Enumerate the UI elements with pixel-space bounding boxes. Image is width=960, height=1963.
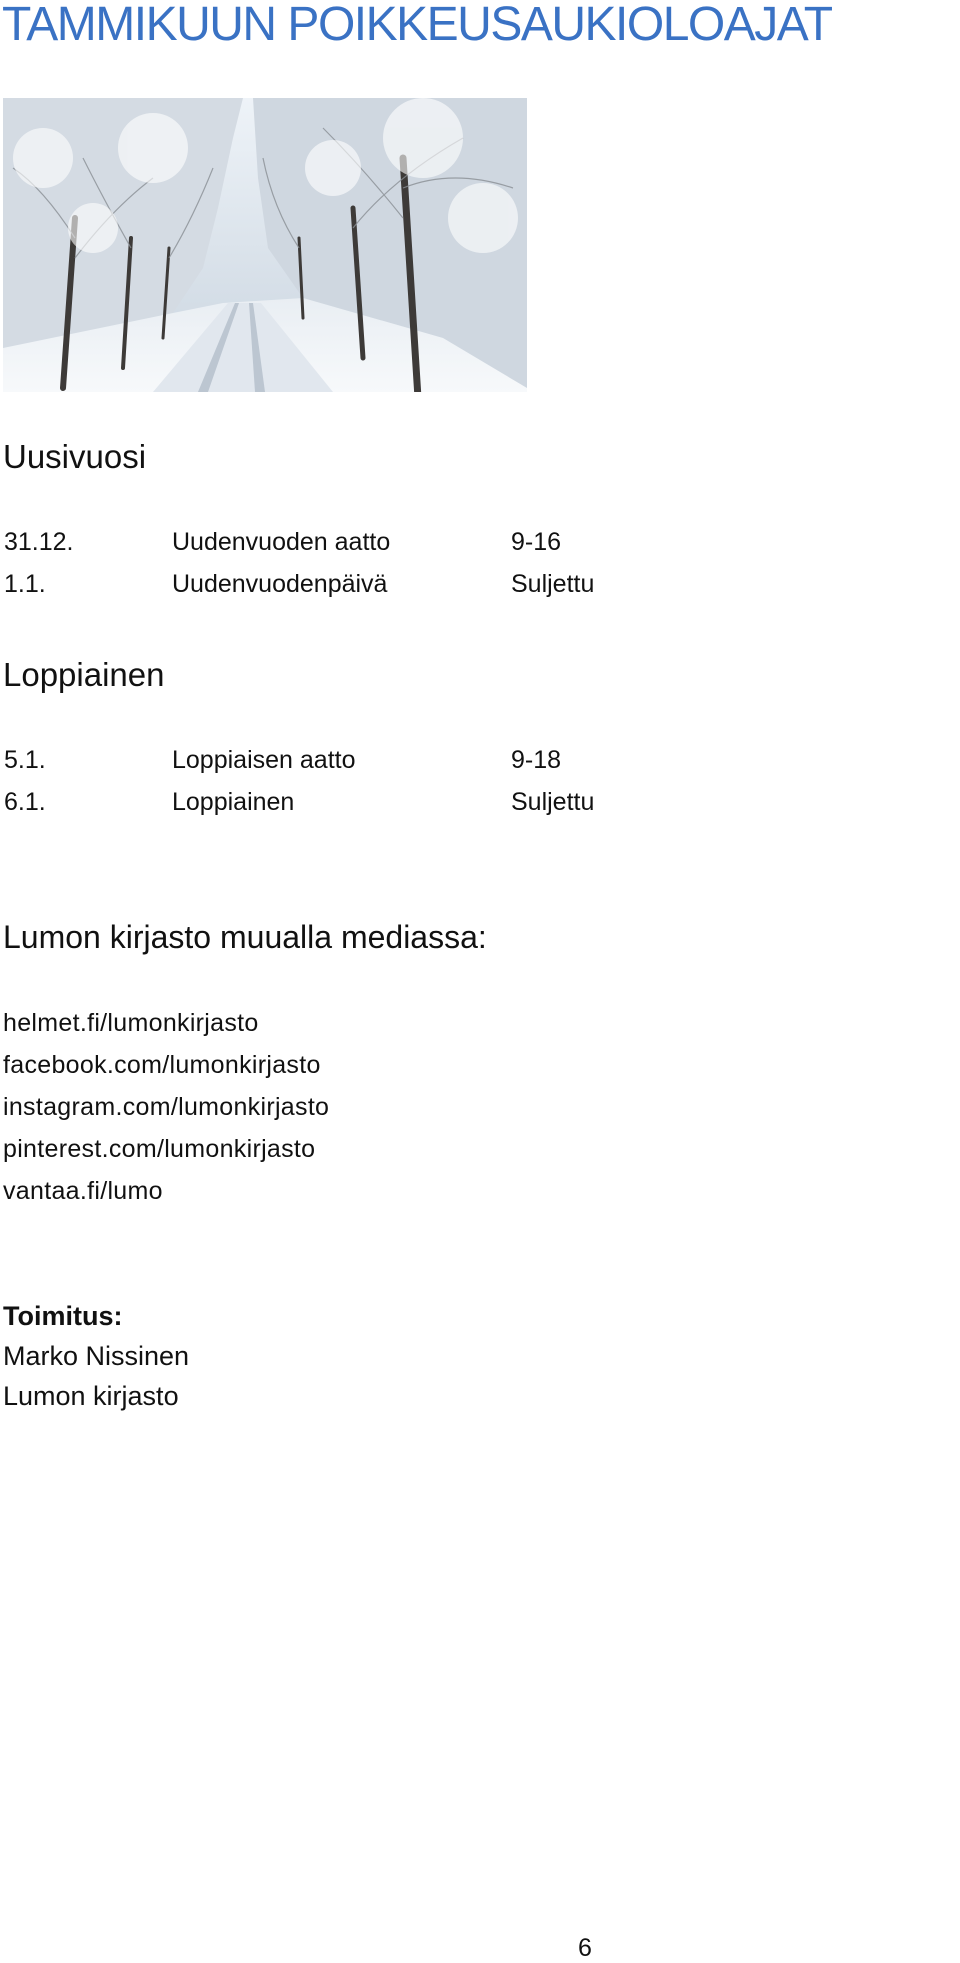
row-label: Uudenvuoden aatto xyxy=(172,528,391,556)
editor-org: Lumon kirjasto xyxy=(3,1381,179,1411)
row-hours: 9-18 xyxy=(511,746,562,774)
row-label: Loppiainen xyxy=(172,788,295,816)
page-number: 6 xyxy=(578,1934,592,1962)
winter-road-photo xyxy=(3,98,527,392)
row-hours: Suljettu xyxy=(511,570,595,598)
page-title: TAMMIKUUN POIKKEUSAUKIOLOAJAT xyxy=(2,0,832,51)
editor-label: Toimitus: xyxy=(3,1301,123,1331)
row-hours: 9-16 xyxy=(511,528,562,556)
media-link-pinterest[interactable]: pinterest.com/lumonkirjasto xyxy=(3,1135,316,1163)
row-date: 1.1. xyxy=(4,570,46,598)
row-date: 31.12. xyxy=(4,528,74,556)
row-hours: Suljettu xyxy=(511,788,595,816)
editor-name: Marko Nissinen xyxy=(3,1341,190,1371)
section-heading-uusivuosi: Uusivuosi xyxy=(3,438,147,475)
row-label: Uudenvuodenpäivä xyxy=(172,570,388,598)
media-link-facebook[interactable]: facebook.com/lumonkirjasto xyxy=(3,1051,321,1079)
section-heading-loppiainen: Loppiainen xyxy=(3,656,165,693)
media-link-helmet[interactable]: helmet.fi/lumonkirjasto xyxy=(3,1009,259,1037)
media-link-instagram[interactable]: instagram.com/lumonkirjasto xyxy=(3,1093,330,1121)
media-heading: Lumon kirjasto muualla mediassa: xyxy=(3,919,487,955)
row-date: 6.1. xyxy=(4,788,46,816)
row-label: Loppiaisen aatto xyxy=(172,746,356,774)
row-date: 5.1. xyxy=(4,746,46,774)
media-link-vantaa[interactable]: vantaa.fi/lumo xyxy=(3,1177,163,1205)
